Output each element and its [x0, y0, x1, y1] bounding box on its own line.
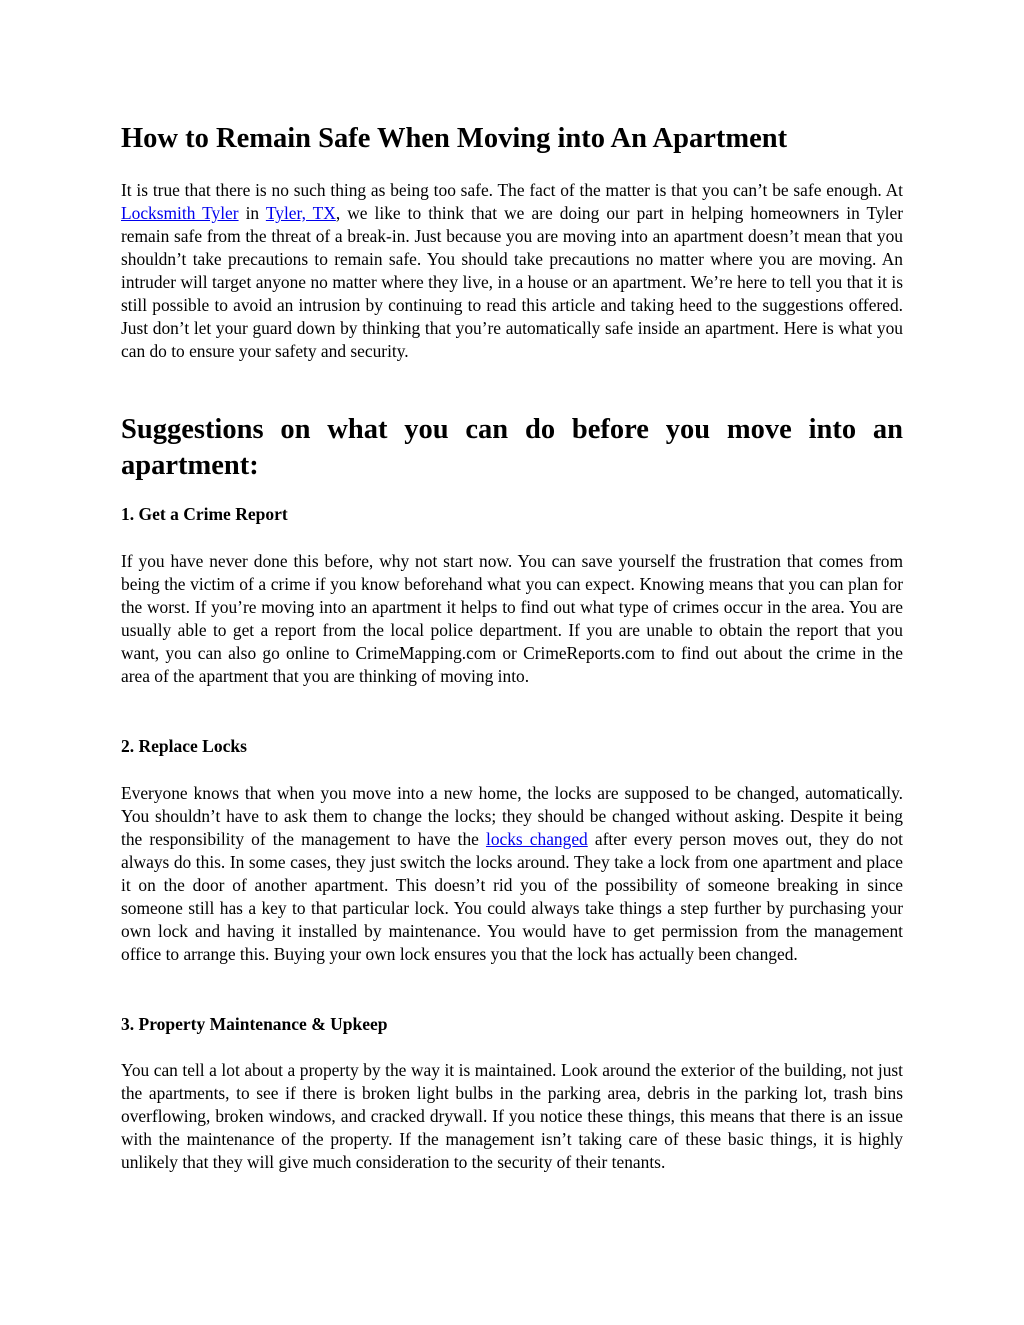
locks-changed-link[interactable]: locks changed: [485, 829, 588, 850]
replace-locks-text-1: Everyone knows that when you move into a new home, the locks are supposed to be changed, automatically. You shouldn’t have to ask them to change the locks; they should be changed without asking. Despite it being the responsibility of the management to have the: [121, 783, 903, 850]
intro-text-3: , we like to think that we are doing our part in helping homeowners in Tyler remain safe from the threat of a break-in. Just because you are moving into an apartment doesn’t mean that you shouldn’t take precautions to remain safe. You should take precautions no matter where you are moving. An intruder will target anyone no matter where they live, in a house or an apartment. We’re here to tell you that it is still possible to avoid an intrusion by continuing to read this article and taking heed to the suggestions offered. Just don’t let your guard down by thinking that you’re automatically safe inside an apartment. Here is what you can do to ensure your safety and security.: [121, 203, 903, 362]
tyler-tx-link[interactable]: Tyler, TX: [265, 203, 336, 224]
section-heading-property-maintenance: 3. Property Maintenance & Upkeep: [121, 1014, 388, 1034]
locksmith-tyler-link[interactable]: Locksmith Tyler: [121, 203, 239, 224]
suggestions-heading: Suggestions on what you can do before you move into an apartment:: [121, 414, 903, 481]
section-heading-crime-report: 1. Get a Crime Report: [121, 504, 288, 524]
intro-text-1: It is true that there is no such thing as being too safe. The fact of the matter is that you can’t be safe enough. At: [121, 180, 903, 200]
section-paragraph-crime-report: If you have never done this before, why not start now. You can save yourself the frustration that comes from being the victim of a crime if you know beforehand what you can expect. Knowing means that you can plan for the worst. If you’re moving into an apartment it helps to find out what type of crimes occur in the area. You are usually able to get a report from the local police department. If you are unable to obtain the report that you want, you can also go online to CrimeMapping.com or CrimeReports.com to find out about the crime in the area of the apartment that you are thinking of moving into.: [121, 551, 903, 687]
intro-paragraph: [121, 179, 903, 363]
page-title: How to Remain Safe When Moving into An Apartment: [121, 123, 788, 154]
section-heading-replace-locks: 2. Replace Locks: [121, 736, 247, 756]
replace-locks-text-2: after every person moves out, they do not always do this. In some cases, they just switch the locks around. They take a lock from one apartment and place it on the door of another apartment. This doesn’t rid you of the possibility of someone breaking in since someone still has a key to that particular lock. You could always take things a step further by purchasing your own lock and having it installed by maintenance. You would have to get permission from the management office to arrange this. Buying your own lock ensures you that the lock has actually been changed.: [121, 829, 903, 965]
section-paragraph-replace-locks: [121, 782, 903, 966]
intro-text-2: in: [238, 203, 266, 224]
section-paragraph-property-maintenance: You can tell a lot about a property by the way it is maintained. Look around the exterior of the building, not just the apartments, to see if there is broken light bulbs in the parking area, debris in the parking lot, trash bins overflowing, broken windows, and cracked drywall. If you notice these things, this means that there is an issue with the maintenance of the property. If the management isn’t taking care of these basic things, it is highly unlikely that they will give much consideration to the security of their tenants.: [121, 1060, 903, 1173]
